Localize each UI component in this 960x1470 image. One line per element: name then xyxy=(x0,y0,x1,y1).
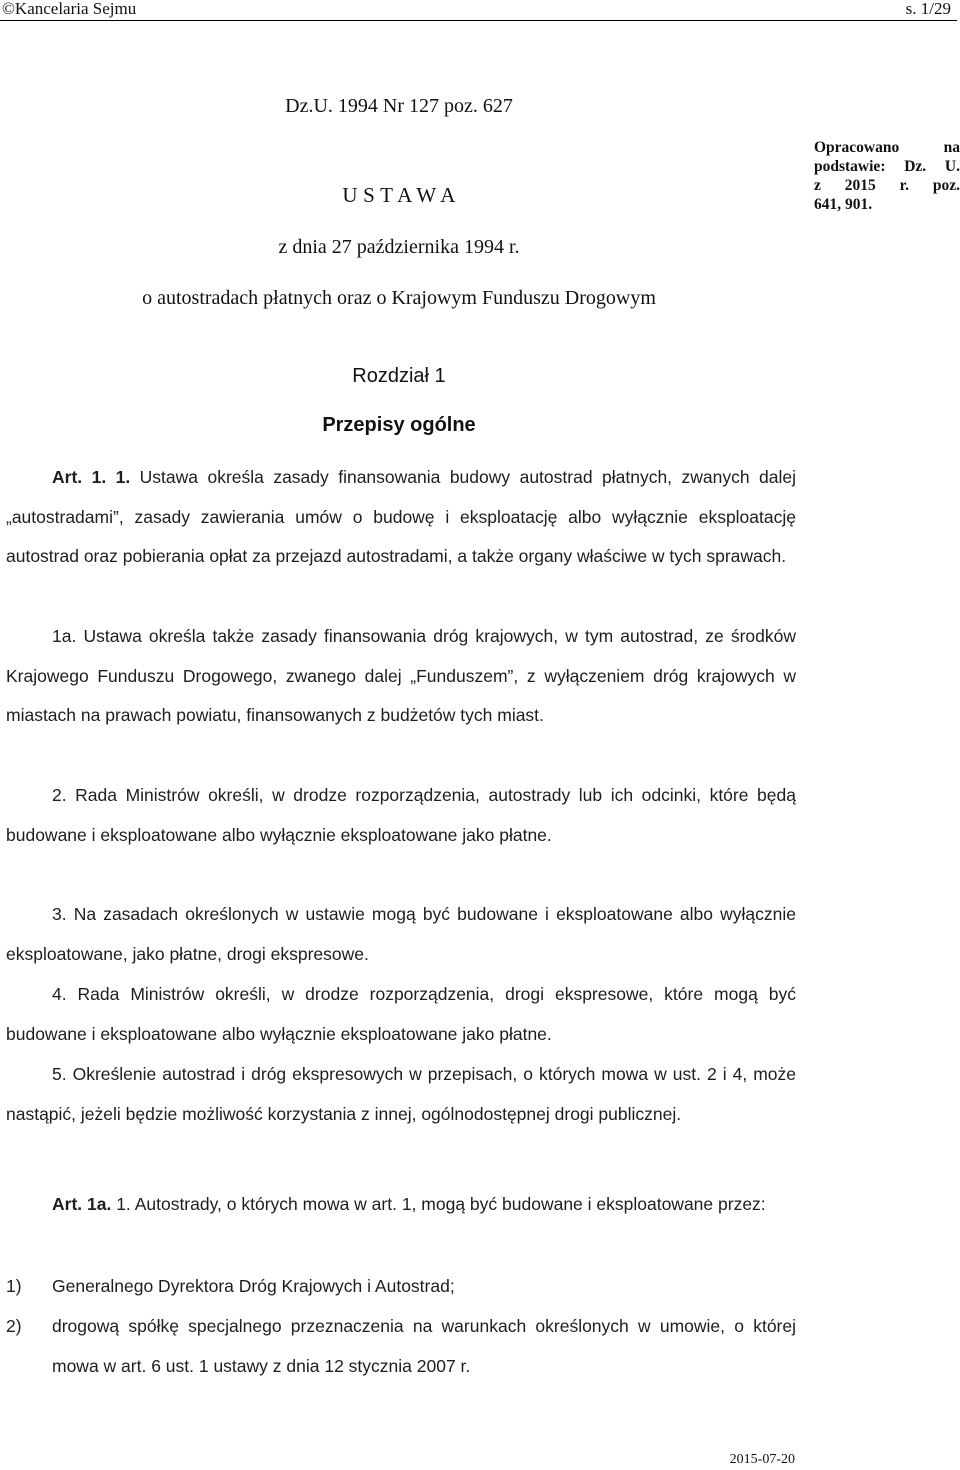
header-page-number: s. 1/29 xyxy=(905,0,951,18)
article-1a-paragraph-1 xyxy=(6,1185,796,1225)
source-note xyxy=(814,138,960,214)
source-note-line: z 2015 r. poz. xyxy=(814,177,960,194)
document-date: z dnia 27 października 1994 r. xyxy=(278,236,520,258)
list-item-number: 1) xyxy=(6,1276,22,1296)
list-item-text: drogową spółkę specjalnego przeznaczenia na warunkach określonych w umowie, o której mowa w art. 6 ust. 1 ustawy z dnia 12 stycznia 2007 r. xyxy=(52,1316,796,1376)
article-1-paragraph-2: 2. Rada Ministrów określi, w drodze rozporządzenia, autostrady lub ich odcinki, które będą budowane i eksploatowane albo wyłącznie eksploatowane jako płatne. xyxy=(6,785,796,845)
footer-date: 2015-07-20 xyxy=(729,1452,795,1467)
article-1-paragraph-1 xyxy=(6,458,796,577)
article-1-paragraph-3: 3. Na zasadach określonych w ustawie mogą być budowane i eksploatowane albo wyłącznie eksploatowane, jako płatne, drogi ekspresowe. xyxy=(6,904,796,964)
article-1-paragraph-5: 5. Określenie autostrad i dróg ekspresowych w przepisach, o których mowa w ust. 2 i 4, może nastąpić, jeżeli będzie możliwość korzystania z innej, ogólnodostępnej drogi publicznej. xyxy=(6,1064,796,1124)
page-header xyxy=(0,0,957,21)
list-item-number: 2) xyxy=(6,1316,22,1336)
article-1-paragraph-4: 4. Rada Ministrów określi, w drodze rozporządzenia, drogi ekspresowe, które mogą być budowane i eksploatowane albo wyłącznie eksploatowane jako płatne. xyxy=(6,984,796,1044)
source-note-line: podstawie: Dz. U. xyxy=(814,158,960,175)
article-1-paragraph-1a: 1a. Ustawa określa także zasady finansowania dróg krajowych, w tym autostrad, ze środków Krajowego Funduszu Drogowego, zwanego dalej „Funduszem”, z wyłączeniem dróg krajowych w miastach na prawach powiatu, finansowanych z budżetów tych miast. xyxy=(6,626,796,725)
article-label: Art. 1. 1. xyxy=(52,467,131,487)
paragraph-text: Ustawa określa zasady finansowania budowy autostrad płatnych, zwanych dalej „autostradami”, zasady zawierania umów o budowę i eksploatację albo wyłącznie eksploatację autostrad oraz pobierania opłat za przejazd autostradami, a także organy właściwe w tych sprawach. xyxy=(6,467,796,566)
source-note-line: Opracowano na xyxy=(814,139,960,156)
article-label: Art. 1a. xyxy=(52,1194,112,1214)
paragraph-text: 1. Autostrady, o których mowa w art. 1, mogą być budowane i eksploatowane przez: xyxy=(116,1194,766,1214)
document-title: o autostradach płatnych oraz o Krajowym Funduszu Drogowym xyxy=(142,287,656,309)
list-item-text: Generalnego Dyrektora Dróg Krajowych i Autostrad; xyxy=(52,1276,455,1296)
source-note-line: 641, 901. xyxy=(814,196,873,213)
publication-reference: Dz.U. 1994 Nr 127 poz. 627 xyxy=(285,95,513,117)
chapter-title: Przepisy ogólne xyxy=(322,414,476,436)
chapter-number: Rozdział 1 xyxy=(352,365,446,387)
document-type: U S T A W A xyxy=(342,183,456,207)
header-publisher: ©Kancelaria Sejmu xyxy=(2,0,137,18)
